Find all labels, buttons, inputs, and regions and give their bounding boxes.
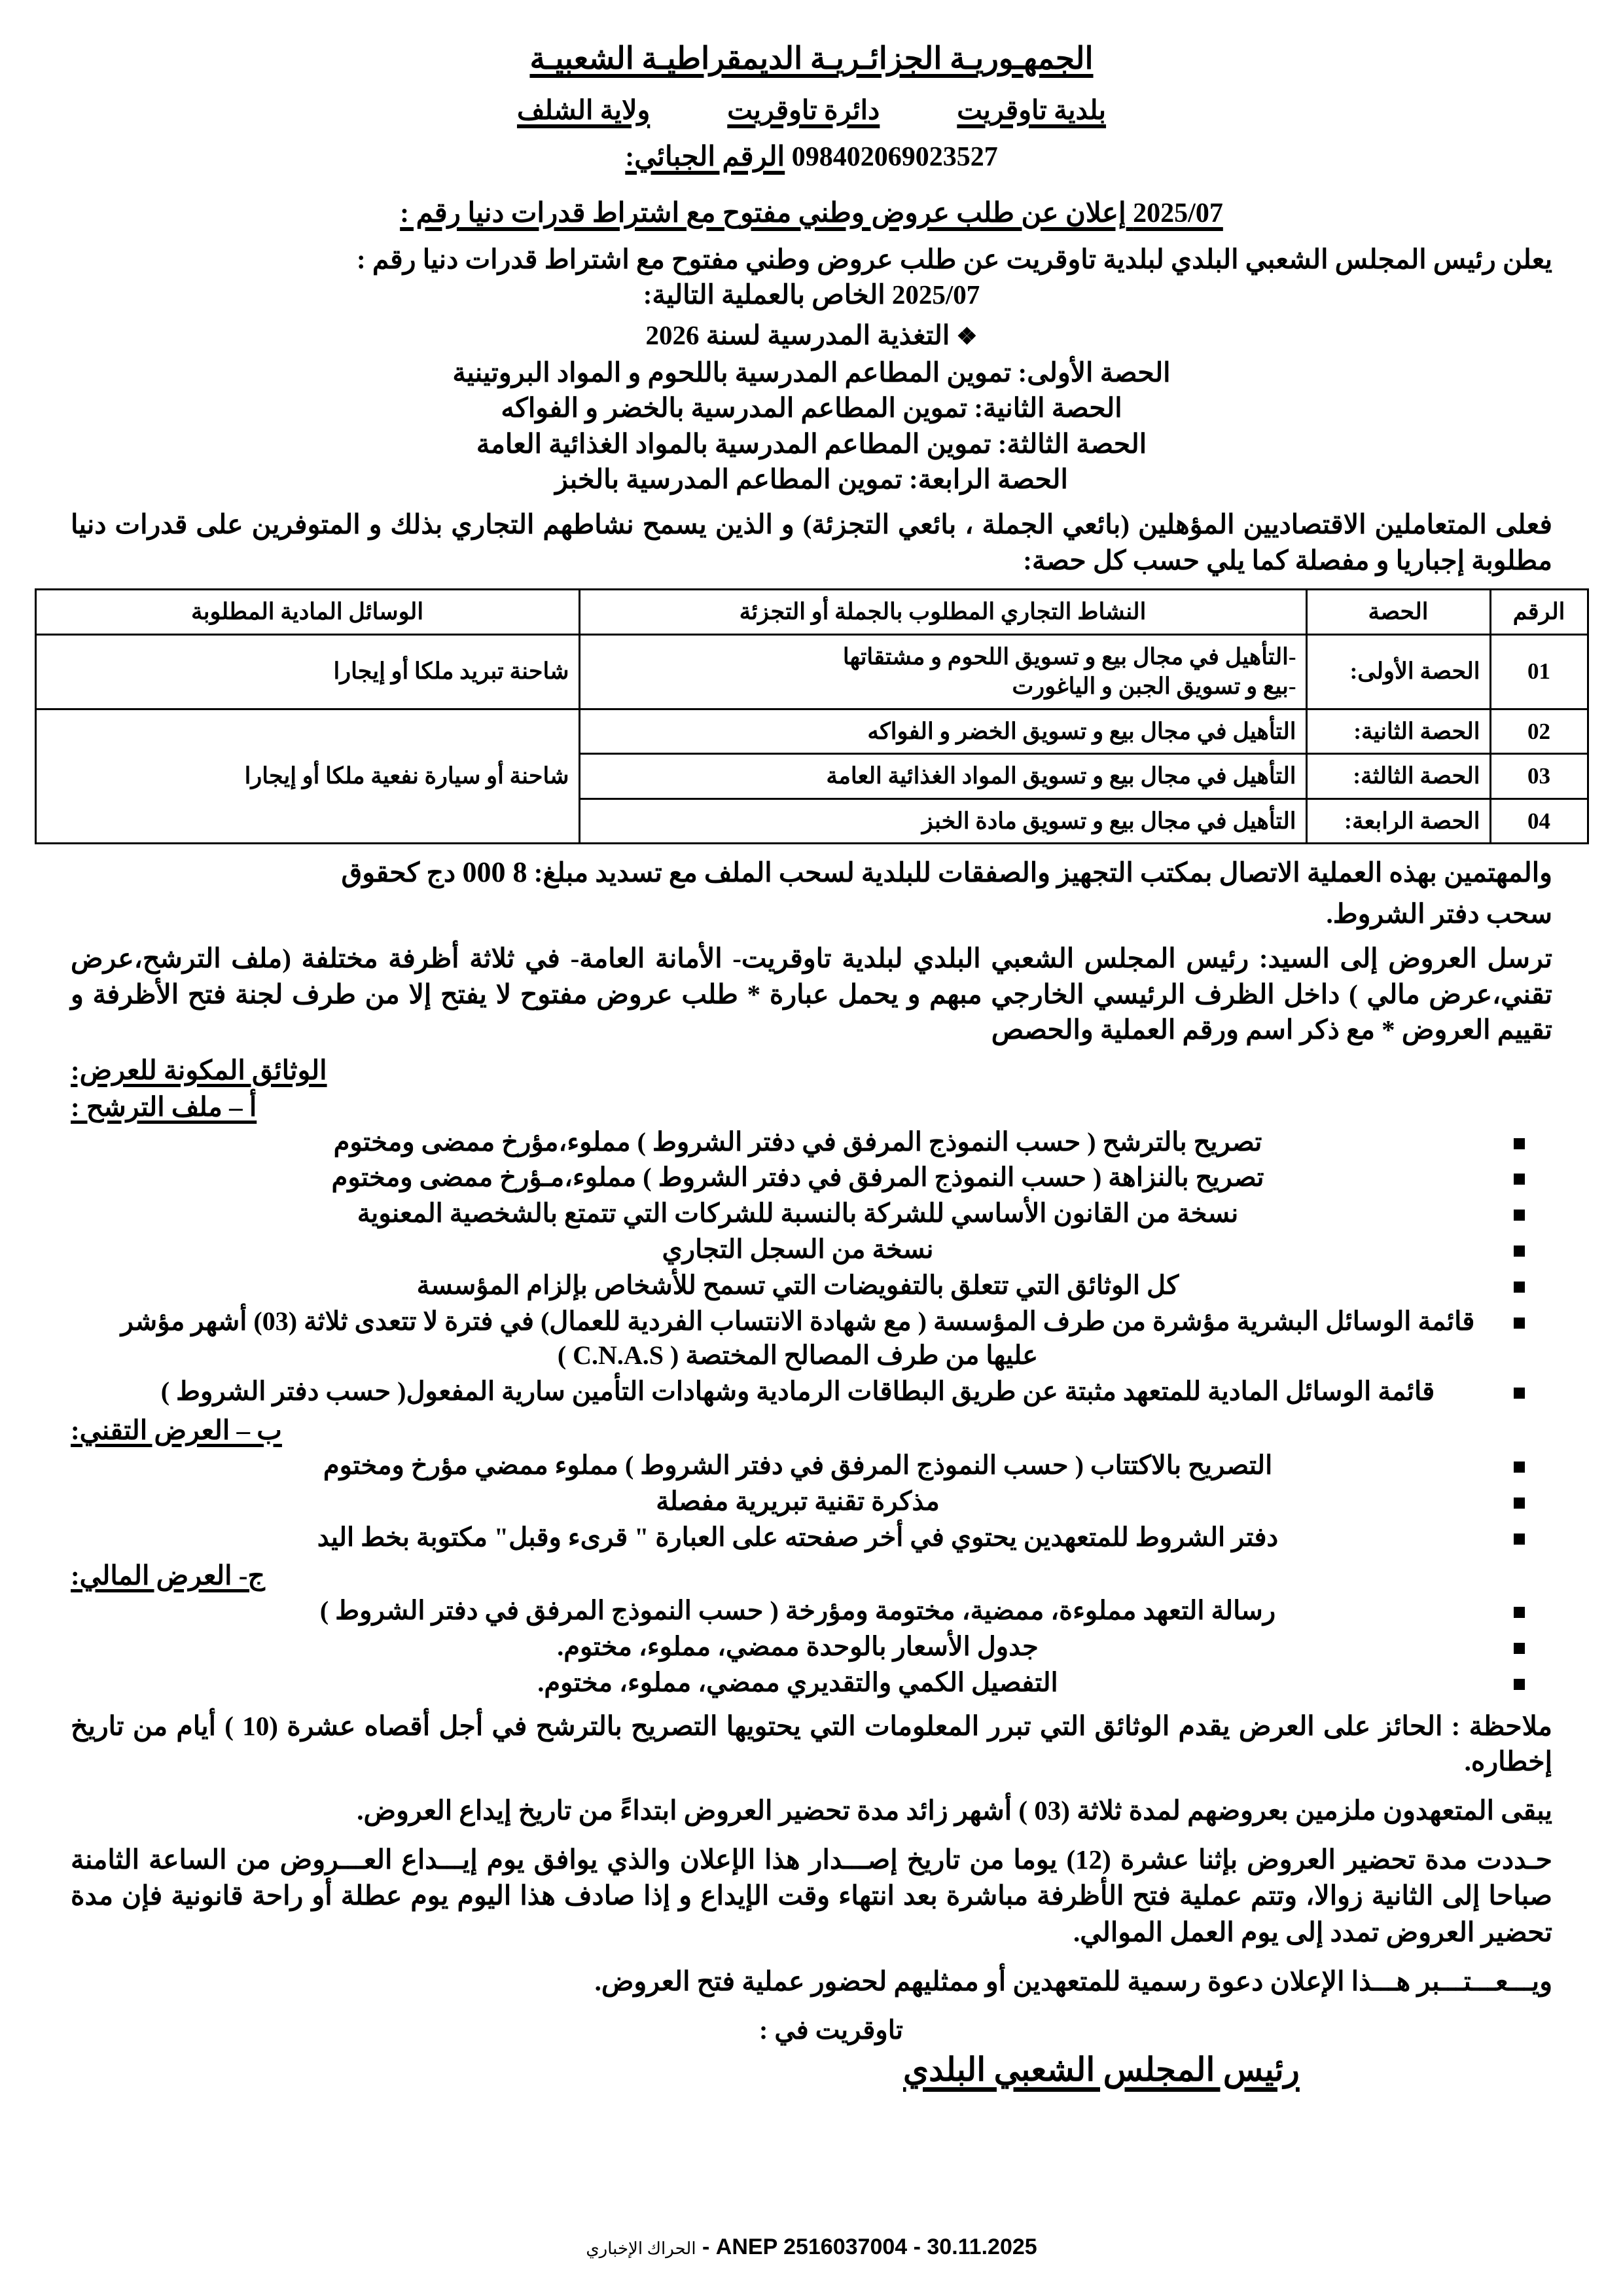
submission-paragraph: ترسل العروض إلى السيد: رئيس المجلس الشعبي البلدي لبلدية تاوقريت- الأمانة العامة- في ثلاثة أظرفة مختلفة (ملف الترشح،عرض تقني،عرض مالي ) داخل الظرف الرئيسي الخارجي مبهم و يحمل عبارة * طلب عروض مفتوح لا يفتح إلا من طرف لجنة فتح الأظرفة و تقييم العروض * مع ذكر اسم ورقم العملية والحصص [71,943,1552,1045]
announcement-title-line: إعلان عن طلب عروض وطني مفتوح مع اشتراط قدرات دنيا رقم : [400,198,1126,229]
cell-activity [579,709,1306,754]
cell-number: 02 [1490,709,1588,754]
announcement-title-text [400,198,1223,228]
financial-section-title [71,1560,1552,1591]
financial-section-title-text: ج- العرض المالي: [71,1560,265,1591]
list-item: نسخة من القانون الأساسي للشركة بالنسبة للشركات التي تتمتع بالشخصية المعنوية [98,1196,1525,1231]
daira-label: دائرة تاوقريت [727,95,880,126]
cell-materials: شاحنة أو سيارة نفعية ملكا أو إيجارا [35,709,579,844]
list-item: رسالة التعهد مملوءة، ممضية، مختومة ومؤرخة ( حسب النموذج المرفق في دفتر الشروط ) [98,1594,1525,1628]
cell-activity [579,634,1306,709]
table-row [35,634,1588,709]
list-item: التفصيل الكمي والتقديري ممضي، مملوء، مختوم. [98,1666,1525,1700]
operators-paragraph: فعلى المتعاملين الاقتصاديين المؤهلين (بائعي الجملة ، بائعي التجزئة) و الذين يسمح نشاطهم التجاري بذلك و المتوفرين على قدرات دنيا مطلوبة إجباريا و مفصلة كما يلي حسب كل حصة: [71,509,1552,575]
candidacy-section-title-text: أ – ملف الترشح : [71,1091,257,1122]
intro-paragraph [71,242,1552,278]
fiscal-number-value: 098402069023527 [791,142,998,173]
list-item: الحصة الأولى: تموين المطاعم المدرسية باللحوم و المواد البروتينية [452,357,1171,387]
list-item: الحصة الرابعة: تموين المطاعم المدرسية بالخبز [555,464,1068,495]
signature-title-text: رئيس المجلس الشعبي البلدي [903,2051,1300,2088]
diamond-bullet-icon: ❖ [956,323,978,350]
withdrawal-paragraph [71,853,1552,892]
candidacy-section-title [71,1091,1552,1122]
list-item: التصريح بالاكتتاب ( حسب النموذج المرفق في دفتر الشروط ) مملوء ممضي مؤرخ ومختوم [98,1448,1525,1483]
technical-section-title [71,1414,1552,1446]
column-header-materials: الوسائل المادية المطلوبة [35,590,579,635]
cell-number: 04 [1490,798,1588,844]
cell-lot: الحصة الأولى: [1306,634,1490,709]
wilaya-label: ولاية الشلف [516,95,651,126]
documents-section-title-text: الوثائق المكونة للعرض: [71,1054,327,1085]
footer-separator: - [702,2234,710,2259]
fiscal-number-row [0,140,1623,173]
list-item: جدول الأسعار بالوحدة ممضي، مملوء، مختوم. [98,1630,1525,1664]
list-item: الحصة الثالثة: تموين المطاعم المدرسية بالمواد الغذائية العامة [476,428,1147,459]
column-header-number: الرقم [1490,590,1588,635]
technical-documents-list [98,1448,1525,1554]
intro-paragraph-2 [71,277,1552,313]
list-item: نسخة من السجل التجاري [98,1232,1525,1267]
announcement-number: 2025/07 [1133,198,1223,229]
operation-title: التغذية المدرسية لسنة 2026 [645,319,950,350]
signature-title [0,2051,1623,2089]
lots-requirements-table [35,588,1589,844]
activity-line: التأهيل في مجال بيع و تسويق الخضر و الفواكه [867,718,1296,744]
announcement-title [0,196,1623,231]
table-row [35,709,1588,754]
activity-line: التأهيل في مجال بيع و تسويق المواد الغذائية العامة [826,763,1296,789]
note-paragraph: ملاحظة : الحائز على العرض يقدم الوثائق التي تبرر المعلومات التي يحتويها التصريح بالترشح في أجل أقصاه عشرة (10 ) أيام من تاريخ إخطاره. [71,1710,1552,1777]
cell-lot: الحصة الرابعة: [1306,798,1490,844]
cell-activity [579,798,1306,844]
withdrawal-amount: 8 000 [462,856,527,889]
lots-overview-list [0,355,1623,497]
deadline-paragraph: حـددت مدة تحضير العروض بإثنا عشرة (12) يوما من تاريخ إصـــدار هذا الإعلان والذي يوافق يوم إيـــداع العـــروض من الساعة الثامنة صباحا إلى الثانية زوالا، وتتم عملية فتح الأظرفة مباشرة بعد انتهاء وقت الإيداع و إذا صادف هذا اليوم يوم عطلة أو راحة قانونية فإن مدة تحضير العروض تمدد إلى يوم العمل الموالي. [71,1844,1552,1947]
withdrawal-text-a: والمهتمين بهذه العملية الاتصال بمكتب التجهيز والصفقات للبلدية لسحب الملف مع تسديد مبلغ: [533,857,1552,888]
intro-line-2: 2025/07 الخاص بالعملية التالية: [643,279,980,310]
documents-section-title [71,1054,1552,1086]
financial-documents-list [98,1594,1525,1700]
list-item: دفتر الشروط للمتعهدين يحتوي في أخر صفحته على العبارة " قرىء وقبل" مكتوبة بخط اليد [98,1520,1525,1555]
list-item: قائمة الوسائل البشرية مؤشرة من طرف المؤسسة ( مع شهادة الانتساب الفردية للعمال) في فترة لا تتعدى ثلاثة (03) أشهر مؤشر عليها من طرف المصالح المختصة ( C.N.A.S ) [98,1304,1525,1374]
cell-number: 01 [1490,634,1588,709]
footer-anep-code: ANEP 2516037004 - 30.11.2025 [715,2234,1037,2259]
intro-line-1: يعلن رئيس المجلس الشعبي البلدي لبلدية تاوقريت عن طلب عروض وطني مفتوح مع اشتراط قدرات دنيا رقم : [356,243,1552,274]
table-header-row [35,590,1588,635]
activity-line: -بيع و تسويق الجبن و الياغورت [1012,673,1296,700]
administration-row [0,94,1623,126]
signature-city: تاوقريت في : [759,2015,904,2045]
cell-activity [579,754,1306,799]
validity-paragraph: يبقى المتعهدون ملزمين بعروضهم لمدة ثلاثة (03 ) أشهر زائد مدة تحضير العروض ابتداءً من تاريخ إيداع العروض. [357,1795,1552,1825]
column-header-activity: النشاط التجاري المطلوب بالجملة أو التجزئة [579,590,1306,635]
baladiya-label: بلدية تاوقريت [957,95,1107,126]
cell-lot: الحصة الثانية: [1306,709,1490,754]
cell-materials: شاحنة تبريد ملكا أو إيجارا [35,634,579,709]
list-item: الحصة الثانية: تموين المطاعم المدرسية بالخضر و الفواكه [501,393,1122,423]
list-item: قائمة الوسائل المادية للمتعهد مثبتة عن طريق البطاقات الرمادية وشهادات التأمين سارية المفعول( حسب دفتر الشروط ) [98,1374,1525,1409]
document-header [0,0,1623,173]
cell-number: 03 [1490,754,1588,799]
cell-lot: الحصة الثالثة: [1306,754,1490,799]
list-item: تصريح بالنزاهة ( حسب النموذج المرفق في دفتر الشروط ) مملوء،مـؤرخ ممضى ومختوم [98,1160,1525,1195]
document-footer [0,2234,1623,2260]
fiscal-number-label: الرقم الجبائي: [625,142,785,173]
footer-source: الحراك الإخباري [586,2239,696,2258]
republic-title [0,41,1623,77]
candidacy-documents-list [98,1125,1525,1409]
republic-title-text: الجمهـوريـة الجزائـريـة الديمقراطيـة الشعبيـة [529,42,1094,76]
withdrawal-paragraph-2: سحب دفتر الشروط. [1326,898,1552,929]
technical-section-title-text: ب – العرض التقني: [71,1414,282,1445]
invitation-paragraph: ويـــعـــتـــبر هـــذا الإعلان دعوة رسمية للمتعهدين أو ممثليهم لحضور عملية فتح العروض. [594,1966,1552,1997]
activity-line: التأهيل في مجال بيع و تسويق مادة الخبز [921,808,1296,834]
list-item: كل الوثائق التي تتعلق بالتفويضات التي تسمح للأشخاص بإلزام المؤسسة [98,1268,1525,1303]
list-item: مذكرة تقنية تبريرية مفصلة [98,1484,1525,1519]
column-header-lot: الحصة [1306,590,1490,635]
operation-heading [0,319,1623,351]
list-item: تصريح بالترشح ( حسب النموذج المرفق في دفتر الشروط ) مملوء،مؤرخ ممضى ومختوم [98,1125,1525,1160]
withdrawal-text-b: دج كحقوق [341,857,456,888]
activity-line: -التأهيل في مجال بيع و تسويق اللحوم و مشتقاتها [842,643,1296,670]
